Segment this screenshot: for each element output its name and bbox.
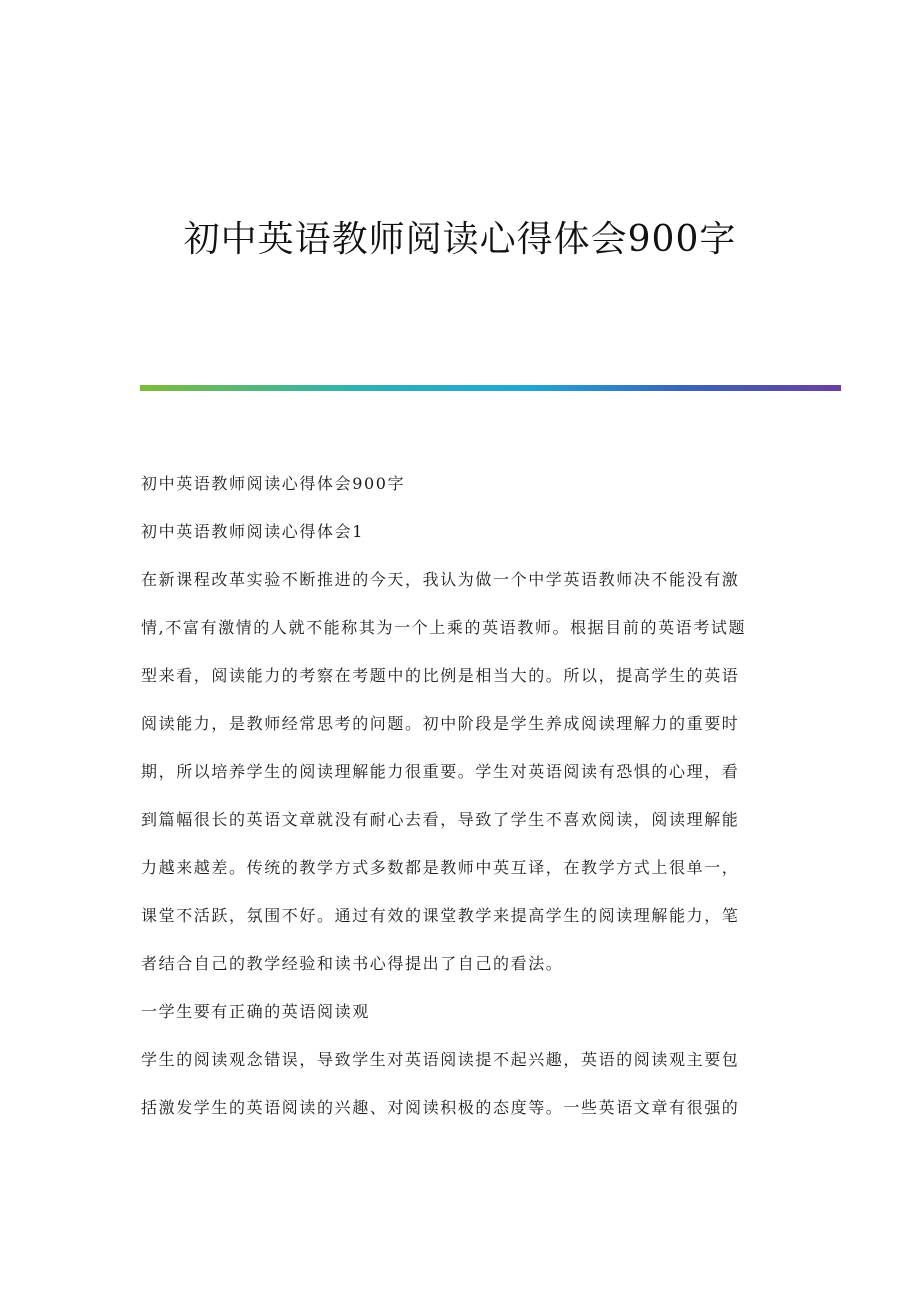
paragraph-line: 型来看，阅读能力的考察在考题中的比例是相当大的。所以，提高学生的英语 <box>141 666 740 685</box>
subheading: 一学生要有正确的英语阅读观 <box>141 1002 370 1021</box>
document-body <box>141 472 781 1144</box>
paragraph-line: 括激发学生的英语阅读的兴趣、对阅读积极的态度等。一些英语文章有很强的 <box>141 1098 740 1117</box>
paragraph-line: 课堂不活跃，氛围不好。通过有效的课堂教学来提高学生的阅读理解能力，笔 <box>141 906 740 925</box>
paragraph-line: 在新课程改革实验不断推进的今天，我认为做一个中学英语教师决不能没有激 <box>141 570 740 589</box>
body-subtitle: 初中英语教师阅读心得体会900字 <box>141 474 406 493</box>
paragraph-line: 者结合自己的教学经验和读书心得提出了自己的看法。 <box>141 954 564 973</box>
paragraph-line: 情,不富有激情的人就不能称其为一个上乘的英语教师。根据目前的英语考试题 <box>141 618 747 637</box>
paragraph-line: 学生的阅读观念错误，导致学生对英语阅读提不起兴趣，英语的阅读观主要包 <box>141 1050 740 1069</box>
section-heading: 初中英语教师阅读心得体会1 <box>141 522 364 541</box>
document-title: 初中英语教师阅读心得体会900字 <box>183 219 737 260</box>
title-divider <box>140 385 841 391</box>
paragraph-line: 阅读能力，是教师经常思考的问题。初中阶段是学生养成阅读理解力的重要时 <box>141 714 740 733</box>
paragraph-line: 期，所以培养学生的阅读理解能力很重要。学生对英语阅读有恐惧的心理，看 <box>141 762 740 781</box>
paragraph-line: 力越来越差。传统的教学方式多数都是教师中英互译，在教学方式上很单一， <box>141 858 740 877</box>
paragraph-line: 到篇幅很长的英语文章就没有耐心去看，导致了学生不喜欢阅读，阅读理解能 <box>141 810 740 829</box>
